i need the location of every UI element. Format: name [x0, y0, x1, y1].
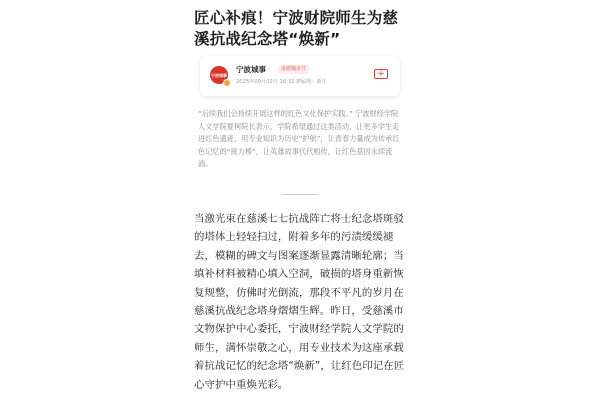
source-name[interactable]: 宁波城事 [236, 65, 266, 74]
article-quote: “后续我们会持续开展这样的红色文化保护实践。” 宁波财经学院人文学院夏柯院长表示，学院希望通过这类活动，让更多学生走进红色遗迹，用专业知识为历史“护航”，让青春力量成为传承红色记忆的“接力棒”，让英雄故事代代相传，让红色基因永续流淌。 [198, 109, 400, 169]
source-avatar[interactable]: 宁波城事 [210, 66, 228, 84]
follow-button[interactable]: + [374, 69, 388, 79]
source-badge: 甬派城市号 [278, 65, 309, 74]
source-card[interactable] [200, 56, 400, 96]
article-body: 当激光束在慈溪七七抗战阵亡将士纪念塔斑驳的塔体上轻轻扫过，附着多年的污渍缓缓褪去，模糊的碑文与图案逐渐显露清晰轮廓；当填补材料被精心填入空洞，破损的塔身重新恢复规整，仿佛时光倒流，那段不平凡的岁月在慈溪抗战纪念塔身熠熠生辉。昨日，受慈溪市文物保护中心委托，宁波财经学院人文学院的师生，满怀崇敬之心，用专业技术为这座承载着抗战记忆的纪念塔“焕新”，让红色印记在匠心守护中重焕光彩。 [194, 213, 405, 391]
article-title: 匠心补痕！宁波财院师生为慈溪抗战纪念塔“焕新” [194, 9, 399, 48]
publish-meta: 2025年09月02日 16:32 IP属地：浙江 [236, 79, 327, 85]
section-divider [282, 194, 318, 195]
verified-icon [223, 79, 231, 87]
article [194, 0, 408, 400]
